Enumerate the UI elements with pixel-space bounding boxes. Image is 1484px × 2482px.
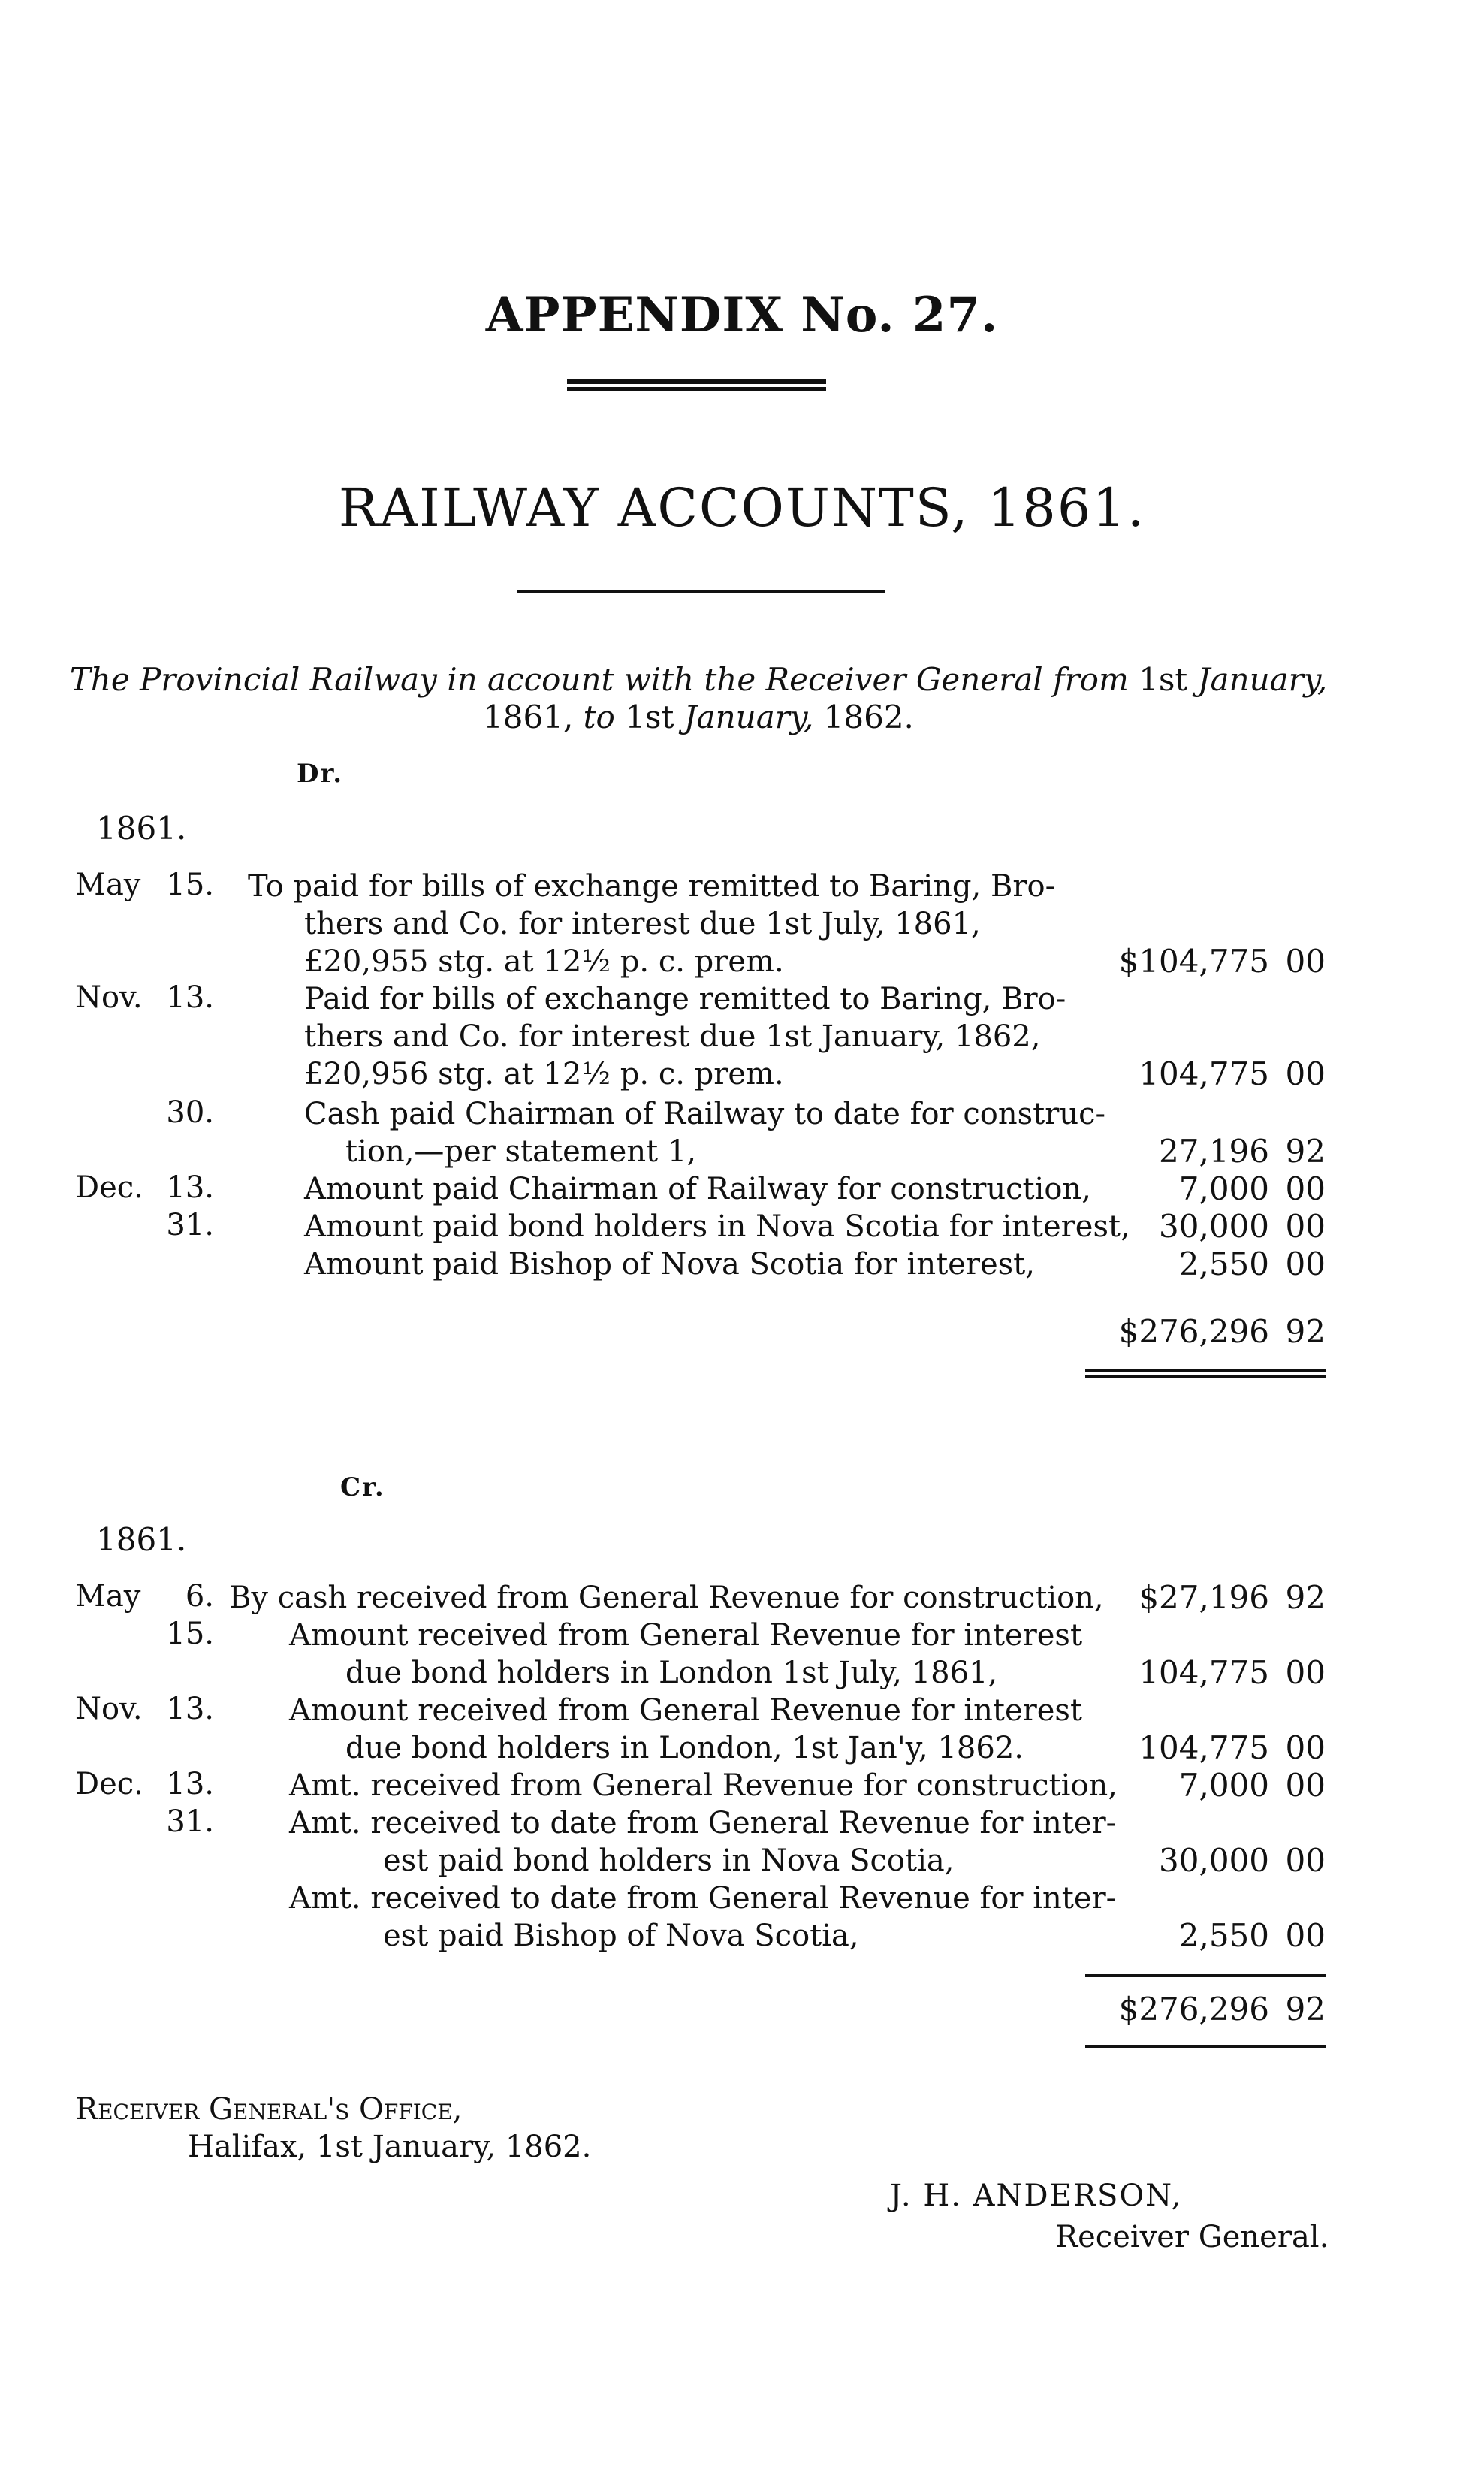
amount-cents: 00 bbox=[1285, 1208, 1326, 1245]
amount-dollars: 2,550 bbox=[1178, 1917, 1269, 1954]
entry-line: £20,955 stg. at 12½ p. c. prem. bbox=[304, 944, 784, 979]
entry-month: Dec. bbox=[75, 1170, 143, 1205]
entry-month: May bbox=[75, 868, 141, 902]
amount-cents: 00 bbox=[1285, 1654, 1326, 1691]
amount-dollars: 30,000 bbox=[1159, 1842, 1269, 1879]
place-date: Halifax, 1st January, 1862. bbox=[188, 2130, 592, 2164]
entry-line: Amount received from General Revenue for interest bbox=[289, 1618, 1083, 1653]
entry-line: £20,956 stg. at 12½ p. c. prem. bbox=[304, 1057, 784, 1092]
subtitle-part: 1862. bbox=[823, 699, 914, 735]
entry-day: 31. bbox=[166, 1804, 214, 1839]
entry-line: due bond holders in London 1st July, 1861, bbox=[345, 1656, 998, 1690]
entry-line: Cash paid Chairman of Railway to date for construc- bbox=[304, 1097, 1106, 1131]
page-title: RAILWAY ACCOUNTS, 1861. bbox=[338, 477, 1146, 539]
debit-total-cents: 92 bbox=[1285, 1313, 1326, 1350]
sum-rule-top bbox=[1085, 1974, 1326, 1979]
amount-dollars: 104,775 bbox=[1139, 1654, 1269, 1691]
total-rule bbox=[1085, 2045, 1326, 2049]
entry-line: due bond holders in London, 1st Jan'y, 1862. bbox=[345, 1731, 1024, 1765]
account-subtitle bbox=[60, 661, 1337, 736]
amount-dollars: $27,196 bbox=[1139, 1579, 1269, 1616]
entry-line: Amt. received to date from General Revenue for inter- bbox=[289, 1806, 1117, 1840]
amount-cents: 00 bbox=[1285, 1170, 1326, 1207]
entry-line: thers and Co. for interest due 1st July, 1861, bbox=[304, 907, 981, 941]
office-line: Receiver General's Office, bbox=[75, 2092, 463, 2127]
signatory-title: Receiver General. bbox=[1055, 2220, 1329, 2254]
amount-dollars: 7,000 bbox=[1178, 1170, 1269, 1207]
entry-month: Nov. bbox=[75, 980, 143, 1015]
amount-dollars: $104,775 bbox=[1118, 943, 1269, 980]
amount-dollars: 27,196 bbox=[1159, 1133, 1269, 1170]
entry-line: Amount paid Bishop of Nova Scotia for interest, bbox=[304, 1247, 1035, 1282]
entry-day: 15. bbox=[166, 1617, 214, 1651]
signatory-name: J. H. ANDERSON, bbox=[890, 2179, 1183, 2213]
entry-month: May bbox=[75, 1579, 141, 1614]
entry-line: Paid for bills of exchange remitted to Baring, Bro- bbox=[304, 982, 1066, 1016]
amount-cents: 00 bbox=[1285, 1246, 1326, 1282]
amount-dollars: 104,775 bbox=[1139, 1729, 1269, 1766]
amount-dollars: 7,000 bbox=[1178, 1767, 1269, 1804]
entry-line: est paid Bishop of Nova Scotia, bbox=[383, 1919, 859, 1953]
subtitle-part: 1st bbox=[625, 699, 674, 735]
entry-day: 13. bbox=[166, 1170, 214, 1205]
entry-line: Amt. received to date from General Revenue for inter- bbox=[289, 1881, 1117, 1916]
appendix-heading: APPENDIX No. 27. bbox=[485, 287, 999, 343]
entry-month: Nov. bbox=[75, 1692, 143, 1726]
amount-cents: 00 bbox=[1285, 943, 1326, 980]
amount-cents: 00 bbox=[1285, 1729, 1326, 1766]
subtitle-part: January, bbox=[1197, 661, 1328, 698]
total-rule bbox=[1085, 1369, 1326, 1378]
entry-day: 15. bbox=[166, 868, 214, 902]
amount-cents: 92 bbox=[1285, 1579, 1326, 1616]
entry-day: 13. bbox=[166, 1692, 214, 1726]
entry-line: Amt. received from General Revenue for construction, bbox=[289, 1768, 1118, 1803]
subtitle-part: 1861, bbox=[483, 699, 574, 735]
amount-cents: 00 bbox=[1285, 1055, 1326, 1092]
debit-total-dollars: $276,296 bbox=[1118, 1313, 1269, 1350]
amount-cents: 00 bbox=[1285, 1767, 1326, 1804]
subtitle-part: January, bbox=[683, 699, 814, 735]
credit-total-cents: 92 bbox=[1285, 1991, 1326, 2028]
amount-cents: 00 bbox=[1285, 1917, 1326, 1954]
entry-line: To paid for bills of exchange remitted to Baring, Bro- bbox=[248, 869, 1056, 904]
entry-line: By cash received from General Revenue for construction, bbox=[229, 1581, 1104, 1615]
credit-total-dollars: $276,296 bbox=[1118, 1991, 1269, 2028]
entry-day: 30. bbox=[166, 1095, 214, 1130]
subtitle-part: to bbox=[583, 699, 615, 735]
credit-heading: Cr. bbox=[340, 1472, 385, 1502]
entry-day: 13. bbox=[166, 980, 214, 1015]
subtitle-part: 1st bbox=[1139, 661, 1188, 698]
amount-cents: 92 bbox=[1285, 1133, 1326, 1170]
subtitle-part: The Provincial Railway in account with the Receiver General from bbox=[69, 661, 1129, 698]
entry-line: Amount received from General Revenue for interest bbox=[289, 1693, 1083, 1728]
debit-year: 1861. bbox=[96, 810, 187, 847]
amount-dollars: 2,550 bbox=[1178, 1246, 1269, 1282]
entry-day: 13. bbox=[166, 1767, 214, 1801]
entry-day: 6. bbox=[185, 1579, 214, 1614]
entry-month: Dec. bbox=[75, 1767, 143, 1801]
entry-line: thers and Co. for interest due 1st January, 1862, bbox=[304, 1019, 1041, 1054]
entry-line: Amount paid Chairman of Railway for construction, bbox=[304, 1172, 1091, 1206]
entry-line: est paid bond holders in Nova Scotia, bbox=[383, 1843, 955, 1878]
entry-day: 31. bbox=[166, 1208, 214, 1243]
amount-dollars: 104,775 bbox=[1139, 1055, 1269, 1092]
entry-line: Amount paid bond holders in Nova Scotia for interest, bbox=[304, 1209, 1130, 1244]
credit-year: 1861. bbox=[96, 1521, 187, 1558]
debit-heading: Dr. bbox=[297, 759, 344, 789]
amount-cents: 00 bbox=[1285, 1842, 1326, 1879]
double-rule bbox=[567, 379, 826, 391]
amount-dollars: 30,000 bbox=[1159, 1208, 1269, 1245]
title-rule bbox=[517, 590, 885, 593]
entry-line: tion,—per statement 1, bbox=[345, 1134, 697, 1169]
